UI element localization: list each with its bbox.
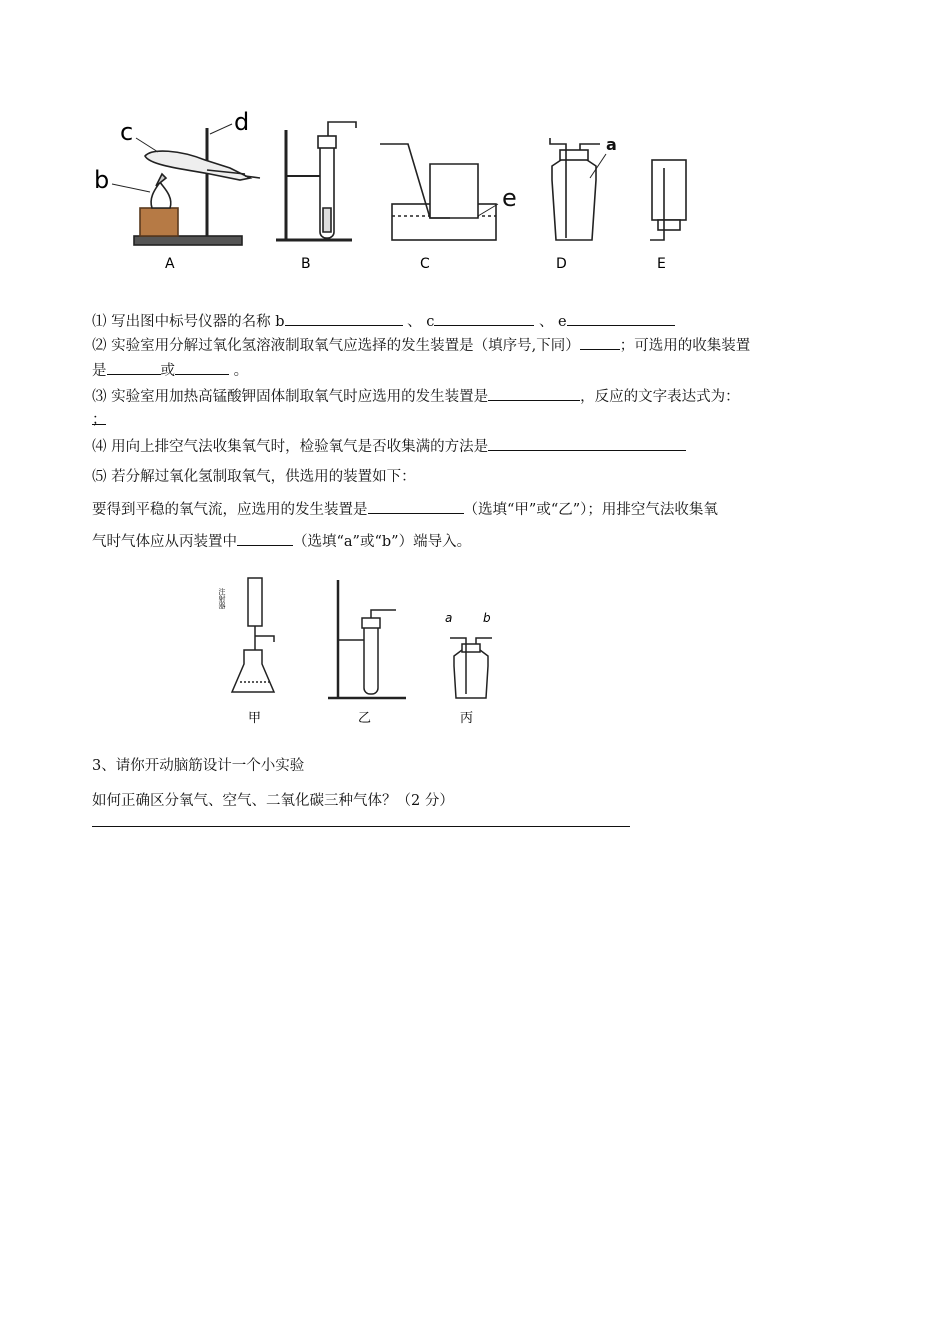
question-3-line-1: ⑶ 实验室用加热高锰酸钾固体制取氧气时应选用的发生装置是 ，反应的文字表达式为： <box>92 386 740 407</box>
label-d: d <box>234 108 250 136</box>
label-bottle-a: a <box>445 611 453 625</box>
question-3-line-2 <box>92 410 106 430</box>
label-b: b <box>94 166 110 194</box>
answer-blank-collector-2[interactable] <box>175 360 229 375</box>
answer-blank-c[interactable] <box>434 311 534 326</box>
caption-c: C <box>420 256 430 272</box>
caption-bing: 丙 <box>460 711 474 726</box>
question-3-answer <box>92 812 630 833</box>
question-2-line-2: 是 或 。 <box>92 360 248 381</box>
pointer-c <box>136 138 158 152</box>
answer-blank-distinguish-gases[interactable] <box>92 812 630 827</box>
label-a: a <box>606 135 617 154</box>
question-1: ⑴ 写出图中标号仪器的名称 b 、 c 、 e <box>92 311 675 332</box>
question-5-intro: ⑸ 若分解过氧化氢制取氧气，供选用的装置如下： <box>92 469 416 485</box>
apparatus-figure-1 <box>90 108 710 278</box>
caption-yi: 乙 <box>358 711 372 726</box>
answer-blank-heating-generator[interactable] <box>488 386 580 401</box>
answer-blank-e[interactable] <box>567 311 675 326</box>
apparatus-figure-2 <box>210 574 510 730</box>
apparatus-c <box>380 144 517 240</box>
apparatus-yi <box>328 580 406 698</box>
apparatus-bing <box>450 638 492 698</box>
apparatus-e <box>650 160 686 240</box>
question-3-title: 3、请你开动脑筋设计一个小实验 <box>92 758 305 774</box>
answer-blank-generator[interactable] <box>580 335 620 350</box>
answer-blank-check-full[interactable] <box>488 436 686 451</box>
question-5-line-1: 要得到平稳的氧气流，应选用的发生装置是 （选填“甲”或“乙”）；用排空气法收集氧 <box>92 499 718 520</box>
pointer-d <box>210 124 232 134</box>
funnel-label: 注射器 <box>218 588 226 609</box>
question-3-prompt: 如何正确区分氧气、空气、二氧化碳三种气体？（2 分） <box>92 793 454 809</box>
pointer-b <box>112 184 150 192</box>
answer-blank-collector-1[interactable] <box>107 360 161 375</box>
answer-blank-a-b[interactable] <box>237 531 293 546</box>
label-e: e <box>502 184 517 212</box>
answer-blank-expression[interactable]: ； <box>92 412 107 428</box>
caption-jia: 甲 <box>248 711 262 726</box>
label-c: c <box>120 118 134 146</box>
caption-d: D <box>556 256 567 272</box>
apparatus-jia <box>232 578 274 692</box>
question-4: ⑷ 用向上排空气法收集氧气时，检验氧气是否收集满的方法是 <box>92 436 686 457</box>
caption-a: A <box>165 256 175 272</box>
apparatus-d <box>550 135 617 240</box>
answer-blank-b[interactable] <box>285 311 403 326</box>
label-bottle-b: b <box>483 611 491 625</box>
caption-e: E <box>657 256 666 272</box>
apparatus-b <box>276 122 356 240</box>
answer-blank-jia-yi[interactable] <box>368 499 464 514</box>
apparatus-a <box>134 128 260 245</box>
caption-b: B <box>301 256 311 272</box>
question-2-line-1: ⑵ 实验室用分解过氧化氢溶液制取氧气应选择的发生装置是（填序号,下同） ；可选用的收集装置 <box>92 335 750 356</box>
question-5-line-2: 气时气体应从丙装置中 （选填“a”或“b”）端导入。 <box>92 531 471 552</box>
